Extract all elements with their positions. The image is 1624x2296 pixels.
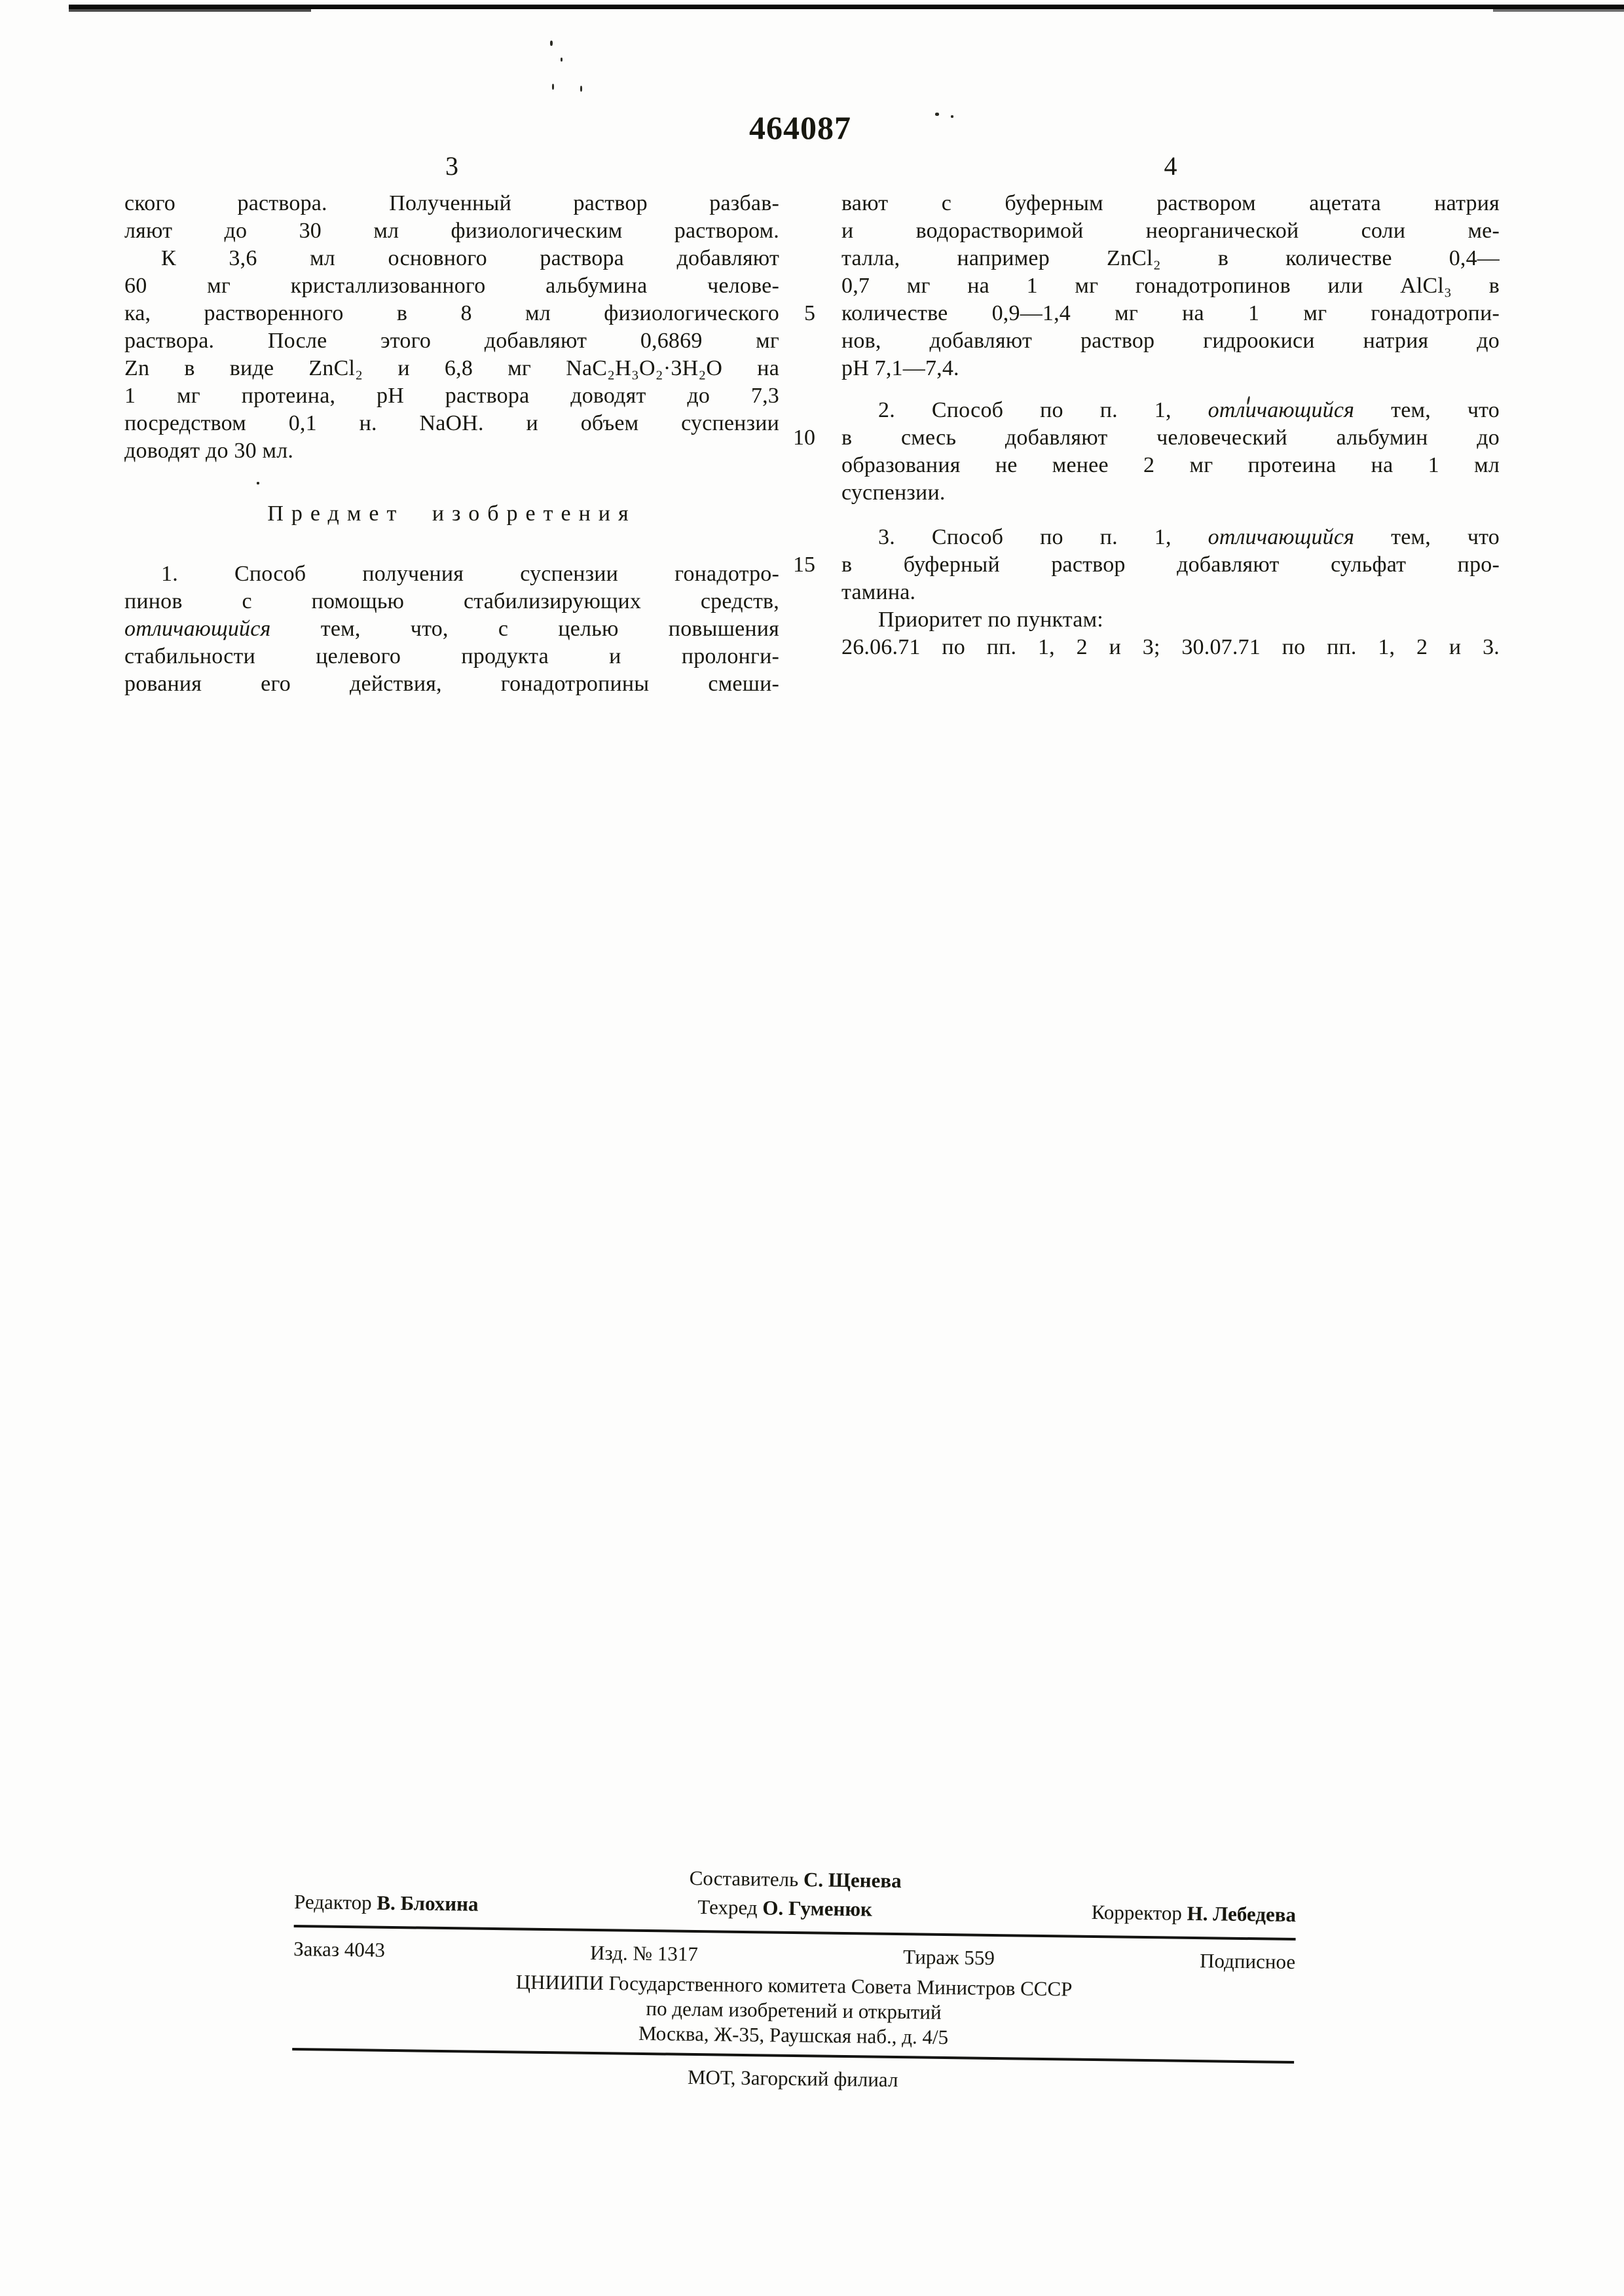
order-number: Заказ 4043 [293, 1937, 386, 1961]
techred-role: Техред [697, 1895, 758, 1920]
text-line: талла, например ZnCl₂ в количестве 0,4— [841, 246, 1500, 270]
text-line: Zn в виде ZnCl₂ и 6,8 мг NaC₂H₃O₂·3H₂O на [124, 356, 779, 380]
text-line: образования не менее 2 мг протеина на 1 мл [841, 453, 1500, 477]
column-number-left: 3 [445, 151, 458, 181]
gutter-line-number-5: 5 [804, 301, 815, 325]
text-line: и водорастворимой неорганической соли ме- [841, 219, 1500, 243]
text-line: Приоритет по пунктам: [878, 608, 1103, 632]
patent-number: 464087 [749, 109, 851, 146]
text-line: 60 мг кристаллизованного альбумина челове- [124, 274, 779, 298]
techred-name: О. Гуменюк [762, 1896, 873, 1921]
text-line: 2. Способ по п. 1, отличающийся тем, что [878, 398, 1500, 422]
claim-2 [841, 397, 1500, 507]
text-line: 26.06.71 по пп. 1, 2 и 3; 30.07.71 по пп. 1, 2 и 3. [841, 635, 1500, 659]
editor-name: В. Блохина [377, 1891, 479, 1916]
text-line: К 3,6 мл основного раствора добавляют [161, 246, 779, 270]
text-line: ляют до 30 мл физиологическим раствором. [124, 219, 779, 243]
imprint-footer [292, 1861, 1297, 2098]
org-address-line: Москва, Ж-35, Раушская наб., д. 4/5 [638, 2021, 949, 2049]
text-line: отличающийся тем, что, с целью повышения [124, 617, 779, 641]
scan-edge-bar [1493, 9, 1624, 12]
org-name-line: ЦНИИПИ Государственного комитета Совета Министров СССР [515, 1970, 1073, 2001]
scan-speckle [550, 41, 553, 46]
text-line: 1. Способ получения суспензии гонадотро- [161, 562, 779, 586]
subscription: Подписное [1199, 1949, 1296, 1974]
scan-edge-bar [69, 5, 1624, 9]
text-line: количестве 0,9—1,4 мг на 1 мг гонадотропи- [841, 301, 1500, 325]
scan-edge-bar [69, 9, 311, 12]
text-line: доводят до 30 мл. [124, 439, 294, 463]
claims-heading: Предмет изобретения [267, 501, 637, 526]
claim-1-continuation [841, 190, 1500, 382]
circulation: Тираж 559 [902, 1945, 995, 1970]
text-line: вают с буферным раствором ацетата натрия [841, 191, 1500, 215]
corrector-name: Н. Лебедева [1187, 1901, 1297, 1927]
text-line: в смесь добавляют человеческий альбумин до [841, 426, 1500, 450]
text-line: 1 мг протеина, pH раствора доводят до 7,3 [124, 384, 779, 408]
org-dept-line: по делам изобретений и открытий [646, 1997, 942, 2024]
scan-speckle [552, 84, 554, 90]
corrector-credit [1091, 1900, 1296, 1927]
scan-speckle [561, 58, 563, 62]
print-branch: МОТ, Загорский филиал [687, 2065, 898, 2092]
compiler-name: С. Щенева [803, 1868, 902, 1893]
text-line: pH 7,1—7,4. [841, 356, 959, 380]
scan-speckle [580, 86, 582, 92]
right-column [841, 190, 1500, 661]
priority-note [841, 606, 1500, 661]
gutter-line-number-10: 10 [793, 426, 815, 450]
example-paragraph [124, 190, 779, 465]
edition-number: Изд. № 1317 [589, 1941, 699, 1966]
claim-1 [124, 560, 779, 698]
text-line: тамина. [841, 580, 916, 604]
text-line: пинов с помощью стабилизирующих средств, [124, 589, 779, 613]
compiler-role: Составитель [689, 1866, 799, 1891]
text-line: ка, растворенного в 8 мл физиологического [124, 301, 779, 325]
left-column [124, 190, 779, 698]
editor-credit [294, 1889, 479, 1917]
techred-credit [697, 1895, 872, 1922]
text-line: нов, добавляют раствор гидроокиси натрия до [841, 329, 1500, 353]
text-line: 3. Способ по п. 1, отличающийся тем, что [878, 525, 1500, 549]
text-line: суспензии. [841, 481, 946, 505]
text-line: рования его действия, гонадотропины смеши- [124, 672, 779, 696]
editor-role: Редактор [293, 1889, 372, 1914]
text-line: стабильности целевого продукта и пролонги- [124, 644, 779, 668]
text-line: посредством 0,1 н. NaOH. и объем суспензии [124, 411, 779, 435]
corrector-role: Корректор [1091, 1900, 1183, 1925]
gutter-line-number-15: 15 [793, 553, 815, 577]
text-line: в буферный раствор добавляют сульфат про- [841, 553, 1500, 577]
claim-3 [841, 524, 1500, 606]
text-line: раствора. После этого добавляют 0,6869 мг [124, 329, 779, 353]
text-line: 0,7 мг на 1 мг гонадотропинов или AlCl₃ в [841, 274, 1500, 298]
text-line: ского раствора. Полученный раствор разбав- [124, 191, 779, 215]
column-number-right: 4 [1164, 151, 1177, 181]
